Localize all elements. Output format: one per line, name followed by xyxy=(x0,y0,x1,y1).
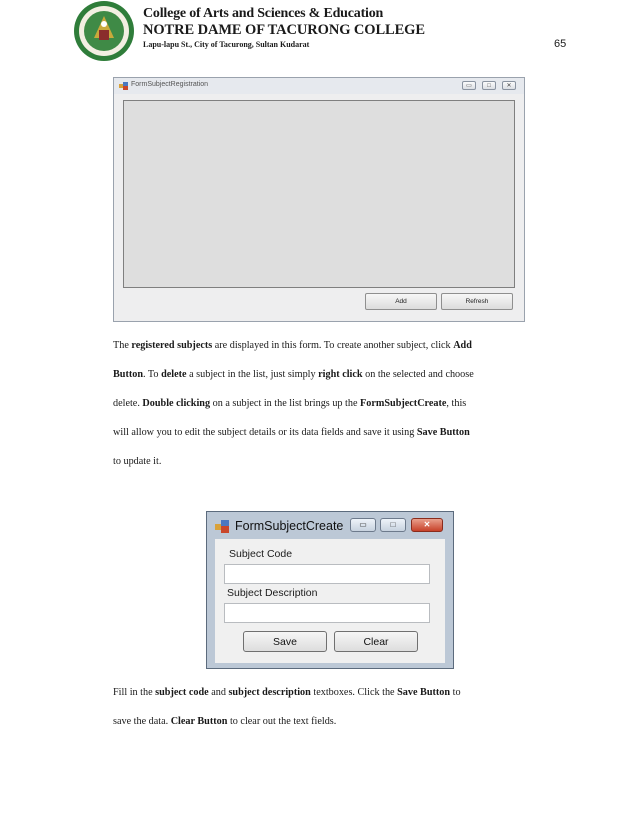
refresh-button[interactable]: Refresh xyxy=(441,293,513,310)
window-title: FormSubjectRegistration xyxy=(131,81,209,88)
app-icon xyxy=(119,82,128,90)
form-subject-create-window xyxy=(206,511,454,669)
paragraph-line: will allow you to edit the subject details or its data fields and save it using Save Button xyxy=(113,427,470,438)
subject-code-label: Subject Code xyxy=(229,548,293,560)
paragraph-line: save the data. Clear Button to clear out the text fields. xyxy=(113,716,337,727)
form-subject-registration-window xyxy=(113,77,525,322)
clear-button[interactable]: Clear xyxy=(334,631,418,652)
app-icon xyxy=(215,520,229,533)
school-address: Lapu-lapu St., City of Tacurong, Sultan Kudarat xyxy=(143,40,310,49)
college-name: College of Arts and Sciences & Education xyxy=(143,6,384,21)
paragraph-line: delete. Double clicking on a subject in the list brings up the FormSubjectCreate, this xyxy=(113,398,467,409)
school-seal-icon xyxy=(72,0,136,62)
paragraph-line: Button. To delete a subject in the list, just simply right click on the selected and choose xyxy=(113,369,474,380)
minimize-button[interactable]: ▭ xyxy=(462,81,476,90)
maximize-button[interactable]: □ xyxy=(380,518,406,532)
paragraph-line: to update it. xyxy=(113,456,162,467)
page-number: 65 xyxy=(554,38,567,50)
paragraph-line: The registered subjects are displayed in this form. To create another subject, click Add xyxy=(113,340,472,351)
minimize-button[interactable]: ▭ xyxy=(350,518,376,532)
maximize-button[interactable]: □ xyxy=(482,81,496,90)
subject-description-label: Subject Description xyxy=(227,587,318,599)
subject-code-input[interactable] xyxy=(224,564,430,584)
subject-list[interactable] xyxy=(123,100,515,288)
window-titlebar xyxy=(114,78,524,94)
close-button[interactable]: ✕ xyxy=(502,81,516,90)
subject-description-input[interactable] xyxy=(224,603,430,623)
window-title: FormSubjectCreate xyxy=(235,519,344,533)
add-button[interactable]: Add xyxy=(365,293,437,310)
school-name: NOTRE DAME OF TACURONG COLLEGE xyxy=(143,22,425,38)
window-client-area xyxy=(215,539,445,663)
close-button[interactable]: ✕ xyxy=(411,518,443,532)
save-button[interactable]: Save xyxy=(243,631,327,652)
paragraph-line: Fill in the subject code and subject description textboxes. Click the Save Button to xyxy=(113,687,461,698)
